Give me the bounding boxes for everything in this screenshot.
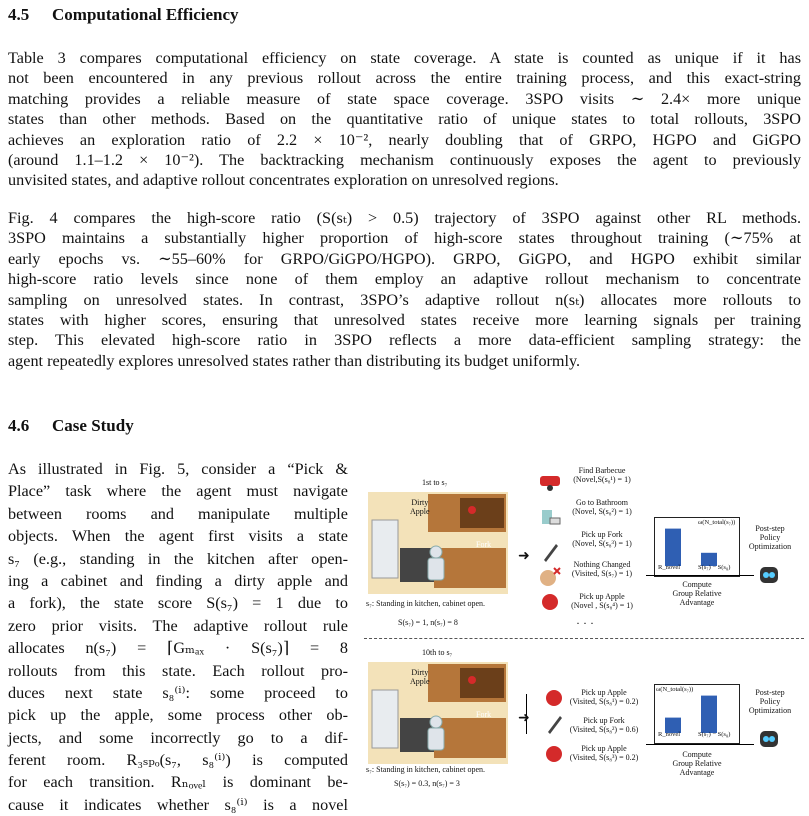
paragraph-case-study: [8, 458, 348, 816]
action-3-top: Nothing Changed (Visited, S(s₇) = 1): [571, 560, 633, 578]
text-line: high-score ratio levels since none of them employ an adaptive rollout mechanism to concentrate: [8, 270, 801, 289]
text-line: between rooms and manipulate multiple: [8, 504, 348, 523]
robot-icon-bottom: [756, 728, 782, 750]
text-line: s₇ (e.g., standing in the kitchen after open-: [8, 549, 348, 568]
text-line: step. This elevated high-score ratio in 3SPO reflects a more data-efficient sampling strategy: the: [8, 331, 801, 350]
text-line: 3SPO maintains a substantially higher proportion of high-score states throughout training (∼75% at: [8, 229, 801, 248]
paragraph-efficiency: [8, 48, 801, 191]
text-line: zero prior visits. The adaptive rollout rule: [8, 616, 348, 635]
visit-label-top: 1st to s₇: [422, 478, 448, 487]
action-icons-bottom: [540, 688, 570, 772]
action-0-top: Find Barbecue (Novel,S(s₈¹) = 1): [573, 466, 631, 484]
chart-label-bottom: ω(N_total(s₇)): [656, 686, 694, 693]
text-line: agent repeatedly explores unresolved states rather than distributing its budget uniformly.: [8, 351, 581, 370]
section-heading-4-5: 4.5 Computational Efficiency: [8, 5, 239, 24]
fork-label-top: Fork: [476, 540, 492, 549]
action-2-top: Pick up Fork (Novel, S(s₈³) = 1): [572, 530, 632, 548]
action-4-top: Pick up Apple (Novel , S(s₈⁴) = 1): [571, 592, 633, 610]
paragraph-high-score: [8, 208, 801, 371]
state-score-top: S(s₇) = 1, n(s₇) = 8: [398, 618, 458, 627]
state-caption-top: s₇: Standing in kitchen, cabinet open.: [366, 599, 485, 608]
text-line: Table 3 compares computational efficiency on state coverage. A state is counted as unique if it has: [8, 49, 801, 67]
text-line: rollouts from this state. Each rollout pro-: [8, 661, 348, 680]
arrow-icon-bottom: ➜: [518, 711, 530, 726]
chart-x1-top: R_novel: [658, 564, 681, 571]
action-1-top: Go to Bathroom (Novel, S(s₈²) = 1): [572, 498, 632, 516]
text-line: a fork), the state score S(s₇) = 1 due to: [8, 594, 348, 613]
text-line: Fig. 4 compares the high-score ratio (S(sₜ) > 0.5) trajectory of 3SPO against other RL methods.: [8, 209, 801, 227]
text-line: sampling on unresolved states. In contrast, 3SPO’s adaptive rollout n(sₜ) allocates more rollouts to: [8, 290, 801, 309]
advantage-label-bottom: Compute Group Relative Advantage: [672, 750, 722, 777]
divider: [364, 638, 804, 639]
advantage-arrow-top: [646, 575, 754, 576]
ellipsis: · · ·: [576, 616, 594, 630]
text-line: pick up the apple, some process other ob-: [8, 706, 348, 725]
bar-novel-top: [665, 529, 681, 566]
robot-icon: [756, 564, 782, 586]
text-line: ferent room. R₃ₛₚₒ(s₇, s₈⁽ⁱ⁾) is computed: [8, 751, 348, 770]
action-1-bottom: Pick up Fork (Visited, S(s₈²) = 0.6): [569, 716, 639, 734]
text-line: states with higher scores, ensuring that unresolved states receive more learning signals per training: [8, 310, 801, 329]
text-line: allocates n(s₇) = ⌈Gₘₐₓ · S(s₇)⌉ = 8: [8, 639, 348, 658]
visit-label-bottom: 10th to s₇: [422, 648, 453, 657]
text-line: ing a cabinet and finding a dirty apple and: [8, 571, 348, 590]
advantage-arrow-bottom: [646, 744, 754, 745]
bar-score-diff-bottom: [701, 696, 717, 733]
chart-x2-top: S(s₇) − S(s₈): [698, 564, 731, 571]
text-line: matching provides a reliable measure of state space coverage. 3SPO visits ∼ 2.4× more unique: [8, 89, 801, 108]
advantage-label-top: Compute Group Relative Advantage: [672, 580, 722, 607]
text-line: Place” task where the agent must navigate: [8, 482, 348, 501]
action-0-bottom: Pick up Apple (Visited, S(s₈¹) = 0.2): [569, 688, 639, 706]
text-line: (around 1.1–1.2 × 10⁻²). The backtracking mechanism continuously exposes the agent to previously: [8, 150, 801, 169]
text-line: not been encountered in any previous rollout across the entire training process, and this exact-string: [8, 69, 801, 88]
text-line: states than other methods. Based on the quantitative ratio of unique states to total rollouts, 3SPO: [8, 110, 801, 129]
chart-label-top: ω(N_total(s₇)): [698, 519, 736, 526]
arrow-icon: ➜: [518, 549, 530, 564]
case-study-figure: [364, 462, 804, 788]
dirty-apple-label-bottom: Dirty Apple: [410, 668, 430, 686]
post-step-label-top: Post-step Policy Optimization: [748, 524, 792, 551]
post-step-label-bottom: Post-step Policy Optimization: [748, 688, 792, 715]
chart-x2-bottom: S(s₇) − S(s₈): [698, 731, 731, 738]
chart-x1-bottom: R_novel: [658, 731, 681, 738]
text-line: unvisited states, and adaptive rollout concentrates exploration on unresolved regions.: [8, 171, 559, 190]
state-caption-bottom: s₇: Standing in kitchen, cabinet open.: [366, 765, 485, 774]
text-line: objects. When the agent first visits a state: [8, 527, 348, 546]
text-line: duces next state s₈⁽ⁱ⁾: some proceed to: [8, 683, 348, 702]
dirty-apple-label-top: Dirty Apple: [410, 498, 430, 516]
text-line: cause it indicates whether s₈⁽ⁱ⁾ is a novel: [8, 795, 348, 814]
state-score-bottom: S(s₇) = 0.3, n(s₇) = 3: [394, 779, 460, 788]
text-line: jects, and some incorrectly go to a dif-: [8, 728, 348, 747]
section-heading-4-6: 4.6 Case Study: [8, 416, 134, 435]
text-line: achieves an exploration ratio of 2.2 × 10⁻², nearly doubling that of GRPO, HGPO and GiGPO: [8, 130, 801, 149]
text-line: for each transition. Rₙₒᵥₑₗ is dominant be-: [8, 773, 348, 792]
fork-label-bottom: Fork: [476, 710, 492, 719]
text-line: As illustrated in Fig. 5, consider a “Pick &: [8, 460, 348, 478]
text-line: early epochs vs. ∼55–60% for GRPO/GiGPO/HGPO). GRPO, GiGPO, and HGPO exhibit similar: [8, 249, 801, 268]
action-2-bottom: Pick up Apple (Visited, S(s₈³) = 0.2): [569, 744, 639, 762]
action-icons-top: [536, 464, 566, 614]
